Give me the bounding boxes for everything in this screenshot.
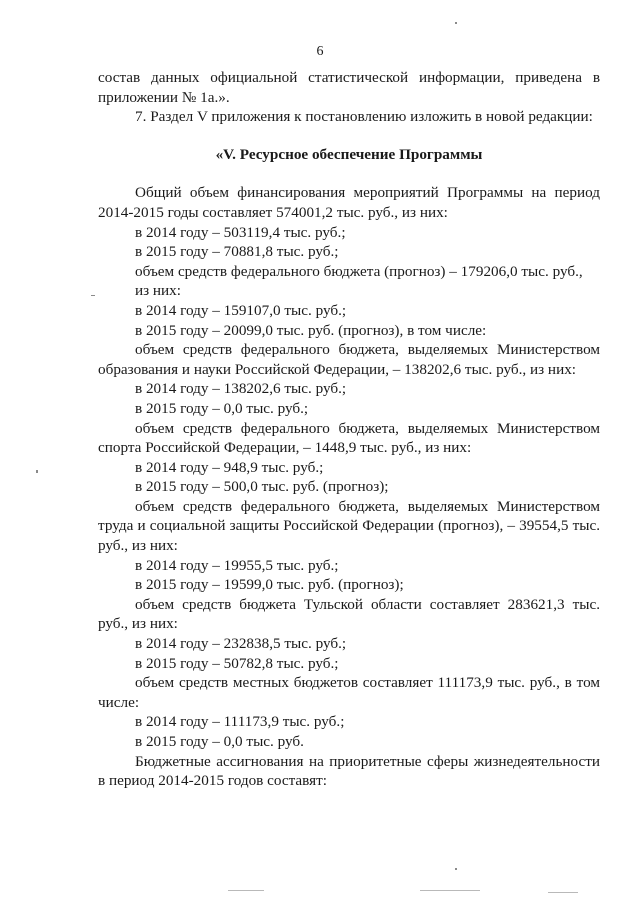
list-item: в 2015 году – 50782,8 тыс. руб.;	[135, 654, 339, 672]
paragraph: объем средств федерального бюджета (прогноз) – 179206,0 тыс. руб.,	[135, 262, 583, 280]
list-item: в 2015 году – 0,0 тыс. руб.	[135, 733, 304, 750]
paragraph: объем средств федерального бюджета, выделяемых Министерством труда и социальной защиты Российской Федерации (прогноз), – 39554,5 тыс. руб., из них:	[98, 497, 600, 555]
document-body	[98, 68, 600, 791]
paragraph: объем средств федерального бюджета, выделяемых Министерством спорта Российской Федерации, – 1448,9 тыс. руб., из них:	[98, 419, 600, 457]
scan-speck	[91, 295, 95, 296]
list-item: в 2014 году – 948,9 тыс. руб.;	[135, 458, 324, 476]
scan-speck	[455, 868, 457, 870]
list-item: в 2015 году – 70881,8 тыс. руб.;	[135, 243, 339, 261]
paragraph: Бюджетные ассигнования на приоритетные сферы жизнедеятельности в период 2014-2015 годов составят:	[98, 752, 600, 790]
paragraph: объем средств местных бюджетов составляет 111173,9 тыс. руб., в том числе:	[98, 674, 600, 711]
list-item: в 2014 году – 503119,4 тыс. руб.;	[135, 223, 346, 241]
list-item: в 2014 году – 232838,5 тыс. руб.;	[135, 635, 347, 653]
list-item: в 2014 году – 138202,6 тыс. руб.;	[135, 380, 347, 398]
scan-speck	[455, 22, 457, 24]
scan-speck	[36, 470, 38, 473]
scan-edge	[548, 892, 578, 893]
paragraph: Общий объем финансирования мероприятий Программы на период 2014-2015 годы составляет 574001,2 тыс. руб., из них:	[98, 184, 600, 221]
list-item: в 2014 году – 159107,0 тыс. руб.;	[135, 301, 347, 319]
list-item: в 2015 году – 0,0 тыс. руб.;	[135, 399, 309, 417]
paragraph: из них:	[135, 282, 181, 300]
scan-edge	[228, 890, 264, 891]
list-item: в 2015 году – 19599,0 тыс. руб. (прогноз);	[135, 576, 404, 594]
paragraph: состав данных официальной статистической информации, приведена в приложении № 1а.».	[98, 69, 600, 106]
scan-edge	[420, 890, 480, 891]
list-item: в 2015 году – 20099,0 тыс. руб. (прогноз), в том числе:	[135, 321, 487, 339]
paragraph: 7. Раздел V приложения к постановлению изложить в новой редакции:	[135, 108, 593, 126]
list-item: в 2014 году – 111173,9 тыс. руб.;	[135, 713, 345, 731]
list-item: в 2014 году – 19955,5 тыс. руб.;	[135, 556, 339, 574]
list-item: в 2015 году – 500,0 тыс. руб. (прогноз);	[135, 478, 389, 496]
paragraph: объем средств федерального бюджета, выделяемых Министерством образования и науки Российской Федерации, – 138202,6 тыс. руб., из них:	[98, 341, 600, 378]
section-heading: «V. Ресурсное обеспечение Программы	[215, 145, 483, 163]
page-number: 6	[316, 44, 324, 59]
paragraph: объем средств бюджета Тульской области составляет 283621,3 тыс. руб., из них:	[98, 595, 600, 633]
